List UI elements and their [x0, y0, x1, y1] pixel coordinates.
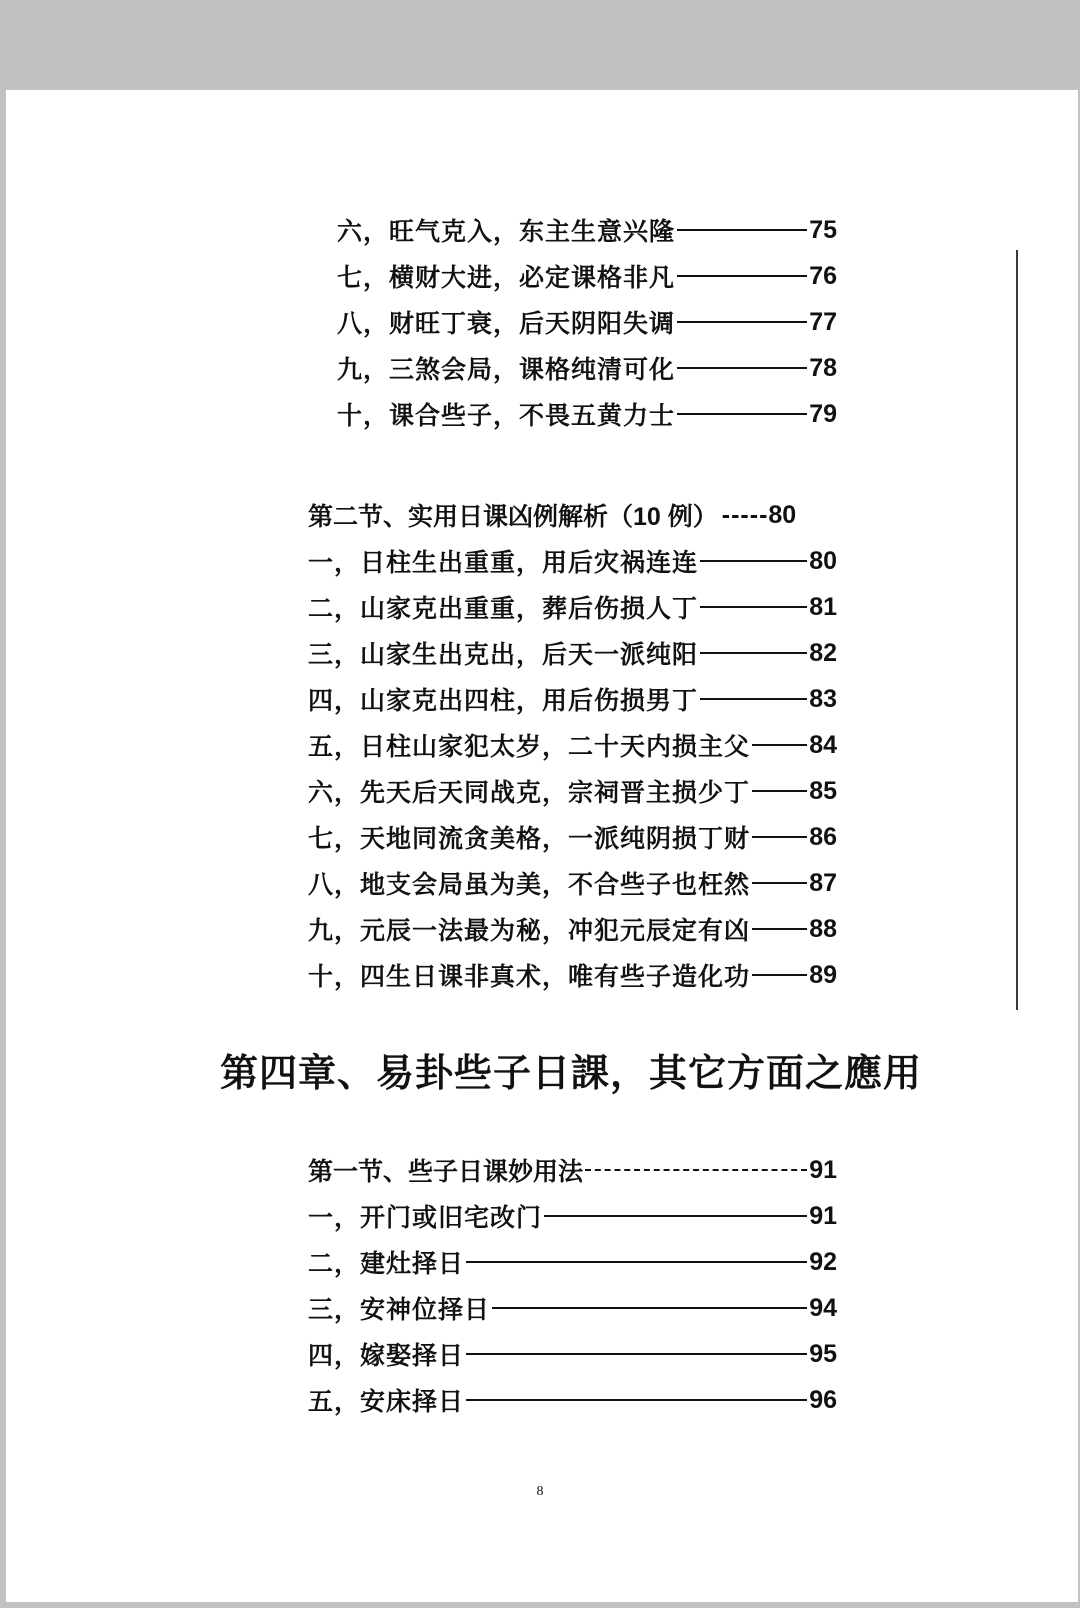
- toc-leader: [585, 1169, 807, 1171]
- section-heading: [308, 497, 837, 533]
- toc-entry-label: 五，安床择日: [308, 1387, 465, 1416]
- toc-page-number: 87: [809, 868, 837, 897]
- scan-edge-mark: [1016, 250, 1018, 1010]
- toc-entry: [308, 773, 837, 809]
- toc-leader: [492, 1307, 807, 1309]
- toc-page-number: 76: [809, 261, 837, 290]
- toc-page-number: 79: [809, 399, 837, 428]
- toc-entry: [308, 543, 837, 579]
- toc-entry: [337, 212, 837, 248]
- toc-entry-label: 九，三煞会局，课格纯清可化: [337, 355, 676, 384]
- toc-entry-label: 一，开门或旧宅改门: [308, 1203, 543, 1232]
- toc-entry: [308, 1290, 837, 1326]
- toc-leader: [466, 1353, 807, 1355]
- toc-leader: [752, 836, 807, 838]
- chapter-title: 第四章、易卦些子日課，其它方面之應用: [220, 1053, 923, 1095]
- toc-leader: [752, 974, 807, 976]
- toc-leader: [700, 698, 807, 700]
- toc-entry: [337, 396, 837, 432]
- toc-entry: [308, 727, 837, 763]
- toc-page-number: 88: [809, 914, 837, 943]
- toc-page-number: 85: [809, 776, 837, 805]
- toc-entry-label: 三，山家生出克出，后天一派纯阳: [308, 640, 699, 669]
- toc-page-number: 75: [809, 215, 837, 244]
- toc-entry-label: 八，地支会局虽为美，不合些子也枉然: [308, 870, 751, 899]
- toc-page-number: 82: [809, 638, 837, 667]
- toc-entry: [308, 819, 837, 855]
- toc-entry: [308, 865, 837, 901]
- toc-leader: [466, 1399, 807, 1401]
- page-number-footer: 8: [536, 1484, 544, 1499]
- toc-leader: [677, 275, 807, 277]
- toc-entry-label: 九，元辰一法最为秘，冲犯元辰定有凶: [308, 916, 751, 945]
- toc-leader: [544, 1215, 807, 1217]
- toc-leader: [752, 882, 807, 884]
- toc-page-number: 91: [809, 1155, 837, 1184]
- toc-page-number: 89: [809, 960, 837, 989]
- toc-entry-label: 十，四生日课非真术，唯有些子造化功: [308, 962, 751, 991]
- toc-page-number: 92: [809, 1247, 837, 1276]
- toc-leader: [677, 367, 807, 369]
- toc-entry: [337, 350, 837, 386]
- toc-page-number: 84: [809, 730, 837, 759]
- toc-page-number: 94: [809, 1293, 837, 1322]
- toc-page-number: 77: [809, 307, 837, 336]
- toc-entry-label: 六，先天后天同战克，宗祠晋主损少丁: [308, 778, 751, 807]
- toc-page-number: 80: [768, 500, 797, 529]
- toc-leader: [677, 321, 807, 323]
- toc-entry: [337, 258, 837, 294]
- toc-page-number: 96: [809, 1385, 837, 1414]
- toc-entry: [308, 635, 837, 671]
- toc-entry-label: 十，课合些子，不畏五黄力士: [337, 401, 676, 430]
- toc-page-number: 78: [809, 353, 837, 382]
- toc-page-number: 95: [809, 1339, 837, 1368]
- toc-entry-label: 四，嫁娶择日: [308, 1341, 465, 1370]
- toc-page-number: 83: [809, 684, 837, 713]
- section-leader-dashes: -----: [721, 500, 769, 529]
- toc-page-number: 91: [809, 1201, 837, 1230]
- toc-page-number: 86: [809, 822, 837, 851]
- toc-entry-label: 三，安神位择日: [308, 1295, 491, 1324]
- section-heading-label: 第二节、实用日课凶例解析（10 例）: [308, 503, 718, 531]
- toc-leader: [466, 1261, 807, 1263]
- toc-leader: [752, 790, 807, 792]
- toc-entry-label: 二，建灶择日: [308, 1249, 465, 1278]
- toc-leader: [677, 413, 807, 415]
- section-heading-label: 第一节、些子日课妙用法: [308, 1158, 584, 1186]
- toc-leader: [752, 744, 807, 746]
- toc-entry-label: 四，山家克出四柱，用后伤损男丁: [308, 686, 699, 715]
- toc-page-number: 81: [809, 592, 837, 621]
- toc-leader: [752, 928, 807, 930]
- toc-entry: [337, 304, 837, 340]
- toc-entry-label: 八，财旺丁衰，后天阴阳失调: [337, 309, 676, 338]
- toc-entry-label: 一，日柱生出重重，用后灾祸连连: [308, 548, 699, 577]
- toc-entry: [308, 1244, 837, 1280]
- toc-leader: [700, 560, 807, 562]
- toc-entry: [308, 681, 837, 717]
- toc-entry-label: 七，横财大进，必定课格非凡: [337, 263, 676, 292]
- toc-entry: [308, 589, 837, 625]
- toc-entry-label: 六，旺气克入，东主生意兴隆: [337, 217, 676, 246]
- toc-entry: [308, 1382, 837, 1418]
- toc-entry: [308, 957, 837, 993]
- toc-entry: [308, 1336, 837, 1372]
- toc-entry: [308, 911, 837, 947]
- toc-entry-label: 七，天地同流贪美格，一派纯阴损丁财: [308, 824, 751, 853]
- section-heading: [308, 1152, 837, 1188]
- toc-entry-label: 二，山家克出重重，葬后伤损人丁: [308, 594, 699, 623]
- toc-entry-label: 五，日柱山家犯太岁，二十天内损主父: [308, 732, 751, 761]
- toc-leader: [700, 652, 807, 654]
- toc-leader: [700, 606, 807, 608]
- toc-entry: [308, 1198, 837, 1234]
- toc-page-number: 80: [809, 546, 837, 575]
- toc-leader: [677, 229, 807, 231]
